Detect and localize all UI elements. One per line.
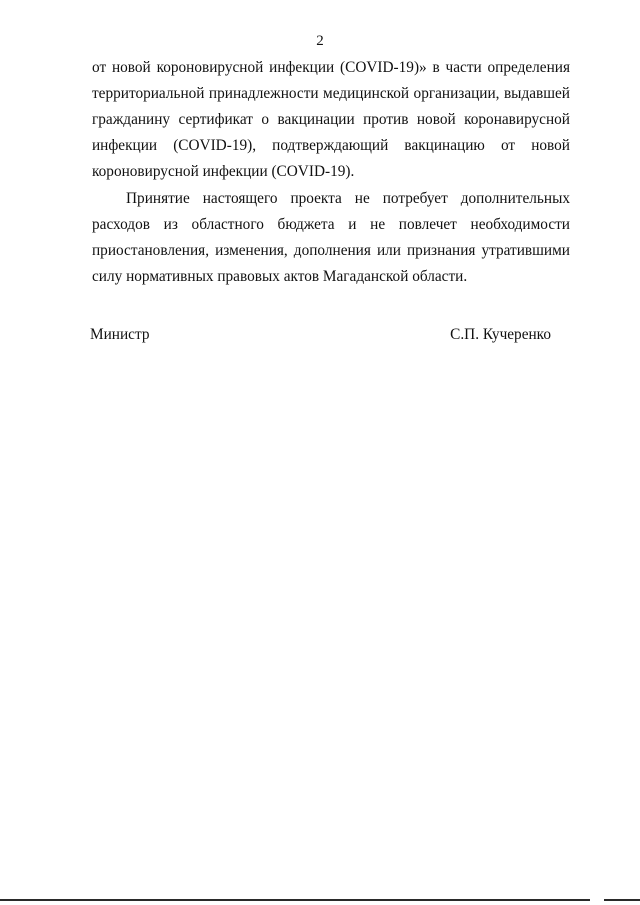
paragraph-line: Принятие настоящего проекта не потребует дополнительных <box>126 190 570 207</box>
signatory-position: Министр <box>90 326 150 343</box>
page-bottom-edge <box>0 899 640 901</box>
signatory-name: С.П. Кучеренко <box>450 326 551 343</box>
paragraph-line: территориальной принадлежности медицинской организации, выдавшей <box>92 85 570 102</box>
paragraph-line: от новой короновирусной инфекции (COVID-19)» в части определения <box>92 59 570 76</box>
page-number: 2 <box>316 33 324 49</box>
paragraph-line: силу нормативных правовых актов Магаданской области. <box>92 268 468 285</box>
paragraph-line: инфекции (COVID-19), подтверждающий вакцинацию от новой <box>92 137 570 154</box>
paragraph-covid-certificate <box>92 55 570 185</box>
paragraph-line: гражданину сертификат о вакцинации против новой коронавирусной <box>92 111 570 128</box>
page-bottom-edge-gap <box>590 899 604 902</box>
paragraph-budget-impact <box>92 186 570 290</box>
paragraph-line: расходов из областного бюджета и не повлечет необходимости <box>92 216 570 233</box>
paragraph-line: короновирусной инфекции (COVID-19). <box>92 163 355 180</box>
paragraph-line: приостановления, изменения, дополнения или признания утратившими <box>92 242 570 259</box>
signature-block <box>90 325 551 345</box>
